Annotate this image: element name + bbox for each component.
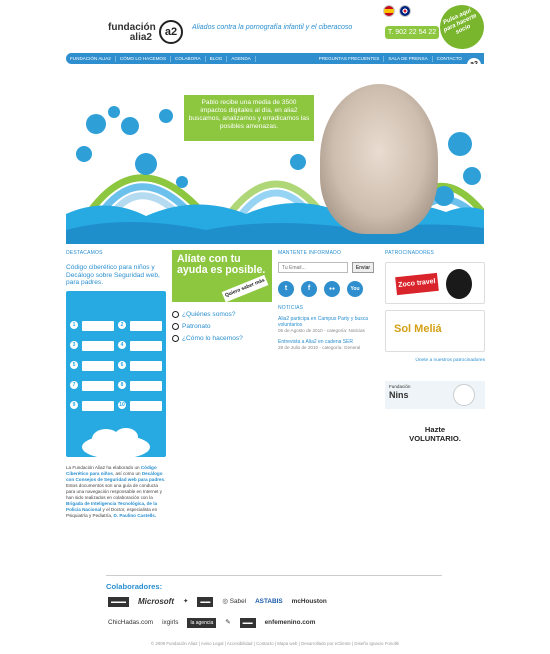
- guide-number: 4: [118, 341, 126, 349]
- collaborator-logo[interactable]: enfemenino.com: [264, 619, 316, 626]
- spain-flag-icon[interactable]: [383, 5, 395, 17]
- fundacion-nins-banner[interactable]: [385, 381, 485, 409]
- nav-preguntas[interactable]: PREGUNTAS FRECUENTES: [315, 56, 385, 62]
- sponsors-title: PATROCINADORES: [385, 250, 435, 256]
- cloud-illustration: [66, 421, 166, 457]
- guide-row: [70, 321, 162, 335]
- sponsor-sol-melia[interactable]: [385, 310, 485, 352]
- guide-number: 8: [118, 381, 126, 389]
- featured-body: [66, 465, 166, 519]
- flickr-icon[interactable]: ●●: [324, 281, 340, 297]
- nav-como-lo-hacemos[interactable]: CÓMO LO HACEMOS: [116, 56, 171, 62]
- guide-text: [130, 361, 162, 371]
- body-highlight: Decálogo con Consejos de Seguridad web para padres: [66, 470, 165, 482]
- join-sponsors-link[interactable]: Únete a nuestros patrocinadores: [415, 358, 485, 363]
- guide-number: 9: [70, 401, 78, 409]
- join-column: [172, 250, 272, 346]
- child-photo: [320, 84, 438, 234]
- collaborator-logo[interactable]: ◎ Sabel: [222, 598, 247, 605]
- guide-number: 10: [119, 401, 125, 408]
- news-item-title[interactable]: Alia2 participa en Campus Party y busca voluntarios: [278, 316, 369, 328]
- link-patronato[interactable]: [172, 322, 272, 331]
- guide-text: [82, 321, 114, 331]
- guide-row: [70, 341, 162, 355]
- guide-number: 1: [70, 321, 78, 329]
- arrow-bullet-icon: [172, 323, 179, 330]
- collaborators-row: [108, 597, 327, 607]
- collaborators-title: Colaboradores:: [106, 582, 163, 591]
- collaborator-logo[interactable]: ▬▬: [240, 618, 256, 628]
- guide-number: 5: [70, 361, 78, 369]
- newsletter-form: [278, 262, 380, 273]
- footer-divider: [106, 575, 442, 576]
- guide-text: [82, 381, 114, 391]
- copyright-bar: © 2009 Fundación Alia2 | Aviso Legal | Accesibilidad | Contacto | Mapa web | Desarrollado por eCliente | Diseño Ignacio Fonollé: [150, 641, 400, 646]
- news-title: NOTICIAS: [278, 305, 304, 311]
- nav-sala-prensa[interactable]: SALA DE PRENSA: [384, 56, 432, 62]
- sponsor-name: Sol Meliá: [394, 323, 442, 335]
- guide-row: [70, 401, 162, 415]
- guide-text: [130, 401, 162, 411]
- nav-contacto[interactable]: CONTACTO: [436, 55, 462, 61]
- link-label: Patronato: [182, 323, 211, 330]
- twitter-icon[interactable]: t: [278, 281, 294, 297]
- nins-label-big: Nins: [389, 390, 409, 400]
- collaborator-logo[interactable]: ✎: [225, 619, 231, 626]
- youtube-icon[interactable]: You: [347, 281, 363, 297]
- facebook-icon[interactable]: f: [301, 281, 317, 297]
- collaborator-logo[interactable]: la agencia: [187, 618, 216, 628]
- news-item: [278, 339, 380, 351]
- news-item-meta: 05 de Agosto de 2010 - categoría: Noticias: [278, 328, 365, 333]
- body-text: , así como un: [112, 470, 141, 476]
- sponsor-name: Zoco travel: [395, 273, 439, 295]
- sponsors-column: [385, 250, 485, 443]
- volunteer-banner[interactable]: [385, 425, 485, 443]
- guide-text: [130, 381, 162, 391]
- volunteer-line1: Hazte: [424, 425, 446, 434]
- featured-subtitle[interactable]: Código ciberético para niños y Decálogo sobre Seguridad web, para padres.: [66, 264, 160, 287]
- guide-text: [82, 361, 114, 371]
- body-text: y el Doctor, especialista en Psiquiatría y Pediatría,: [66, 506, 158, 518]
- phone-number: T. 902 22 54 22: [385, 26, 439, 39]
- body-text: La Fundación Alia2 ha elaborado un: [66, 464, 140, 470]
- newsletter-column: [278, 250, 380, 351]
- collaborator-logo[interactable]: Microsoft: [138, 597, 174, 606]
- link-como-lo-hacemos[interactable]: [172, 334, 272, 343]
- nav-agenda[interactable]: AGENDA: [227, 56, 255, 62]
- logo-line1: fundación: [108, 22, 156, 33]
- sponsor-mascot: [446, 269, 472, 299]
- become-member-button[interactable]: Pulsa aquí para hacerte socio: [433, 0, 491, 56]
- arrow-bullet-icon: [172, 311, 179, 318]
- guide-text: [130, 341, 162, 351]
- link-label: ¿Quiénes somos?: [182, 311, 236, 318]
- collaborator-logo[interactable]: ASTABIS: [255, 598, 283, 605]
- main-nav: [66, 53, 484, 64]
- social-links: [278, 281, 380, 297]
- news-item: [278, 316, 380, 334]
- body-highlight: Brigada de Inteligencia Tecnológica, de la Policía Nacional: [66, 500, 158, 512]
- news-section: [278, 305, 380, 351]
- logo-line2: alia2: [129, 32, 152, 43]
- site-logo[interactable]: [108, 20, 186, 46]
- body-text: . Estos documentos son una guía de conducta para una navegación responsable en Internet y han sido realizados en colaboración con la: [66, 476, 166, 500]
- collaborator-logo[interactable]: ▬▬▬: [108, 597, 129, 607]
- guide-number: 6: [118, 361, 126, 369]
- nav-colabora[interactable]: COLABORA: [171, 56, 206, 62]
- guide-text: [130, 321, 162, 331]
- guide-row: [70, 361, 162, 375]
- body-highlight: Código Ciberético para niños: [66, 464, 157, 476]
- language-switcher: [383, 5, 411, 17]
- collaborator-logo[interactable]: ChicHadas.com: [108, 619, 154, 626]
- arrow-bullet-icon: [172, 335, 179, 342]
- guide-text: [82, 341, 114, 351]
- guide-text: [82, 401, 114, 411]
- send-button[interactable]: Enviar: [352, 262, 374, 273]
- about-links: [172, 310, 272, 343]
- logo-wordmark: [108, 22, 156, 43]
- join-banner-text: Alíate con tu ayuda es posible.: [177, 253, 266, 276]
- code-guide-image[interactable]: [66, 291, 166, 457]
- uk-flag-icon[interactable]: [399, 5, 411, 17]
- sponsor-zoco-travel[interactable]: [385, 262, 485, 304]
- nins-logo-icon: [453, 384, 475, 406]
- body-highlight: D. Paulino Castells.: [113, 512, 157, 518]
- collaborator-logo[interactable]: ixgirls: [162, 619, 179, 626]
- collaborators-row: [108, 618, 315, 628]
- guide-number: 2: [118, 321, 126, 329]
- newsletter-title: MANTENTE INFORMADO: [278, 250, 342, 256]
- guide-number: 7: [70, 381, 78, 389]
- featured-column: [66, 250, 166, 519]
- guide-row: [70, 381, 162, 395]
- nav-fundacion[interactable]: FUNDACIÓN ALIA2: [66, 56, 116, 62]
- volunteer-line2: VOLUNTARIO.: [409, 434, 461, 443]
- collaborator-logo[interactable]: ▬▬: [197, 597, 213, 607]
- hero-quote: Pablo recibe una media de 3500 impactos digitales al día, en alia2 buscamos, analizamos y erradicamos las posibles amenazas.: [184, 95, 314, 141]
- link-quienes-somos[interactable]: [172, 310, 272, 319]
- news-item-meta: 28 de Julio de 2010 - categoría: General: [278, 345, 361, 350]
- email-field[interactable]: [278, 262, 348, 273]
- collaborator-logo[interactable]: ✦: [183, 598, 189, 605]
- news-item-title[interactable]: Entrevista a Alia2 en cadena SER: [278, 339, 354, 345]
- join-banner[interactable]: [172, 250, 272, 302]
- nins-label-small: Fundación: [389, 384, 411, 389]
- tagline: Aliados contra la pornografía infantil y el ciberacoso: [192, 24, 353, 31]
- learn-more-badge[interactable]: Quiero saber más: [221, 275, 268, 302]
- logo-mark: a2: [159, 20, 183, 44]
- featured-title: DESTACAMOS: [66, 250, 103, 256]
- nav-blog[interactable]: BLOG: [206, 56, 228, 62]
- link-label: ¿Cómo lo hacemos?: [182, 335, 243, 342]
- guide-number: 3: [70, 341, 78, 349]
- collaborator-logo[interactable]: mcHouston: [291, 598, 327, 605]
- hero-banner: [66, 64, 484, 244]
